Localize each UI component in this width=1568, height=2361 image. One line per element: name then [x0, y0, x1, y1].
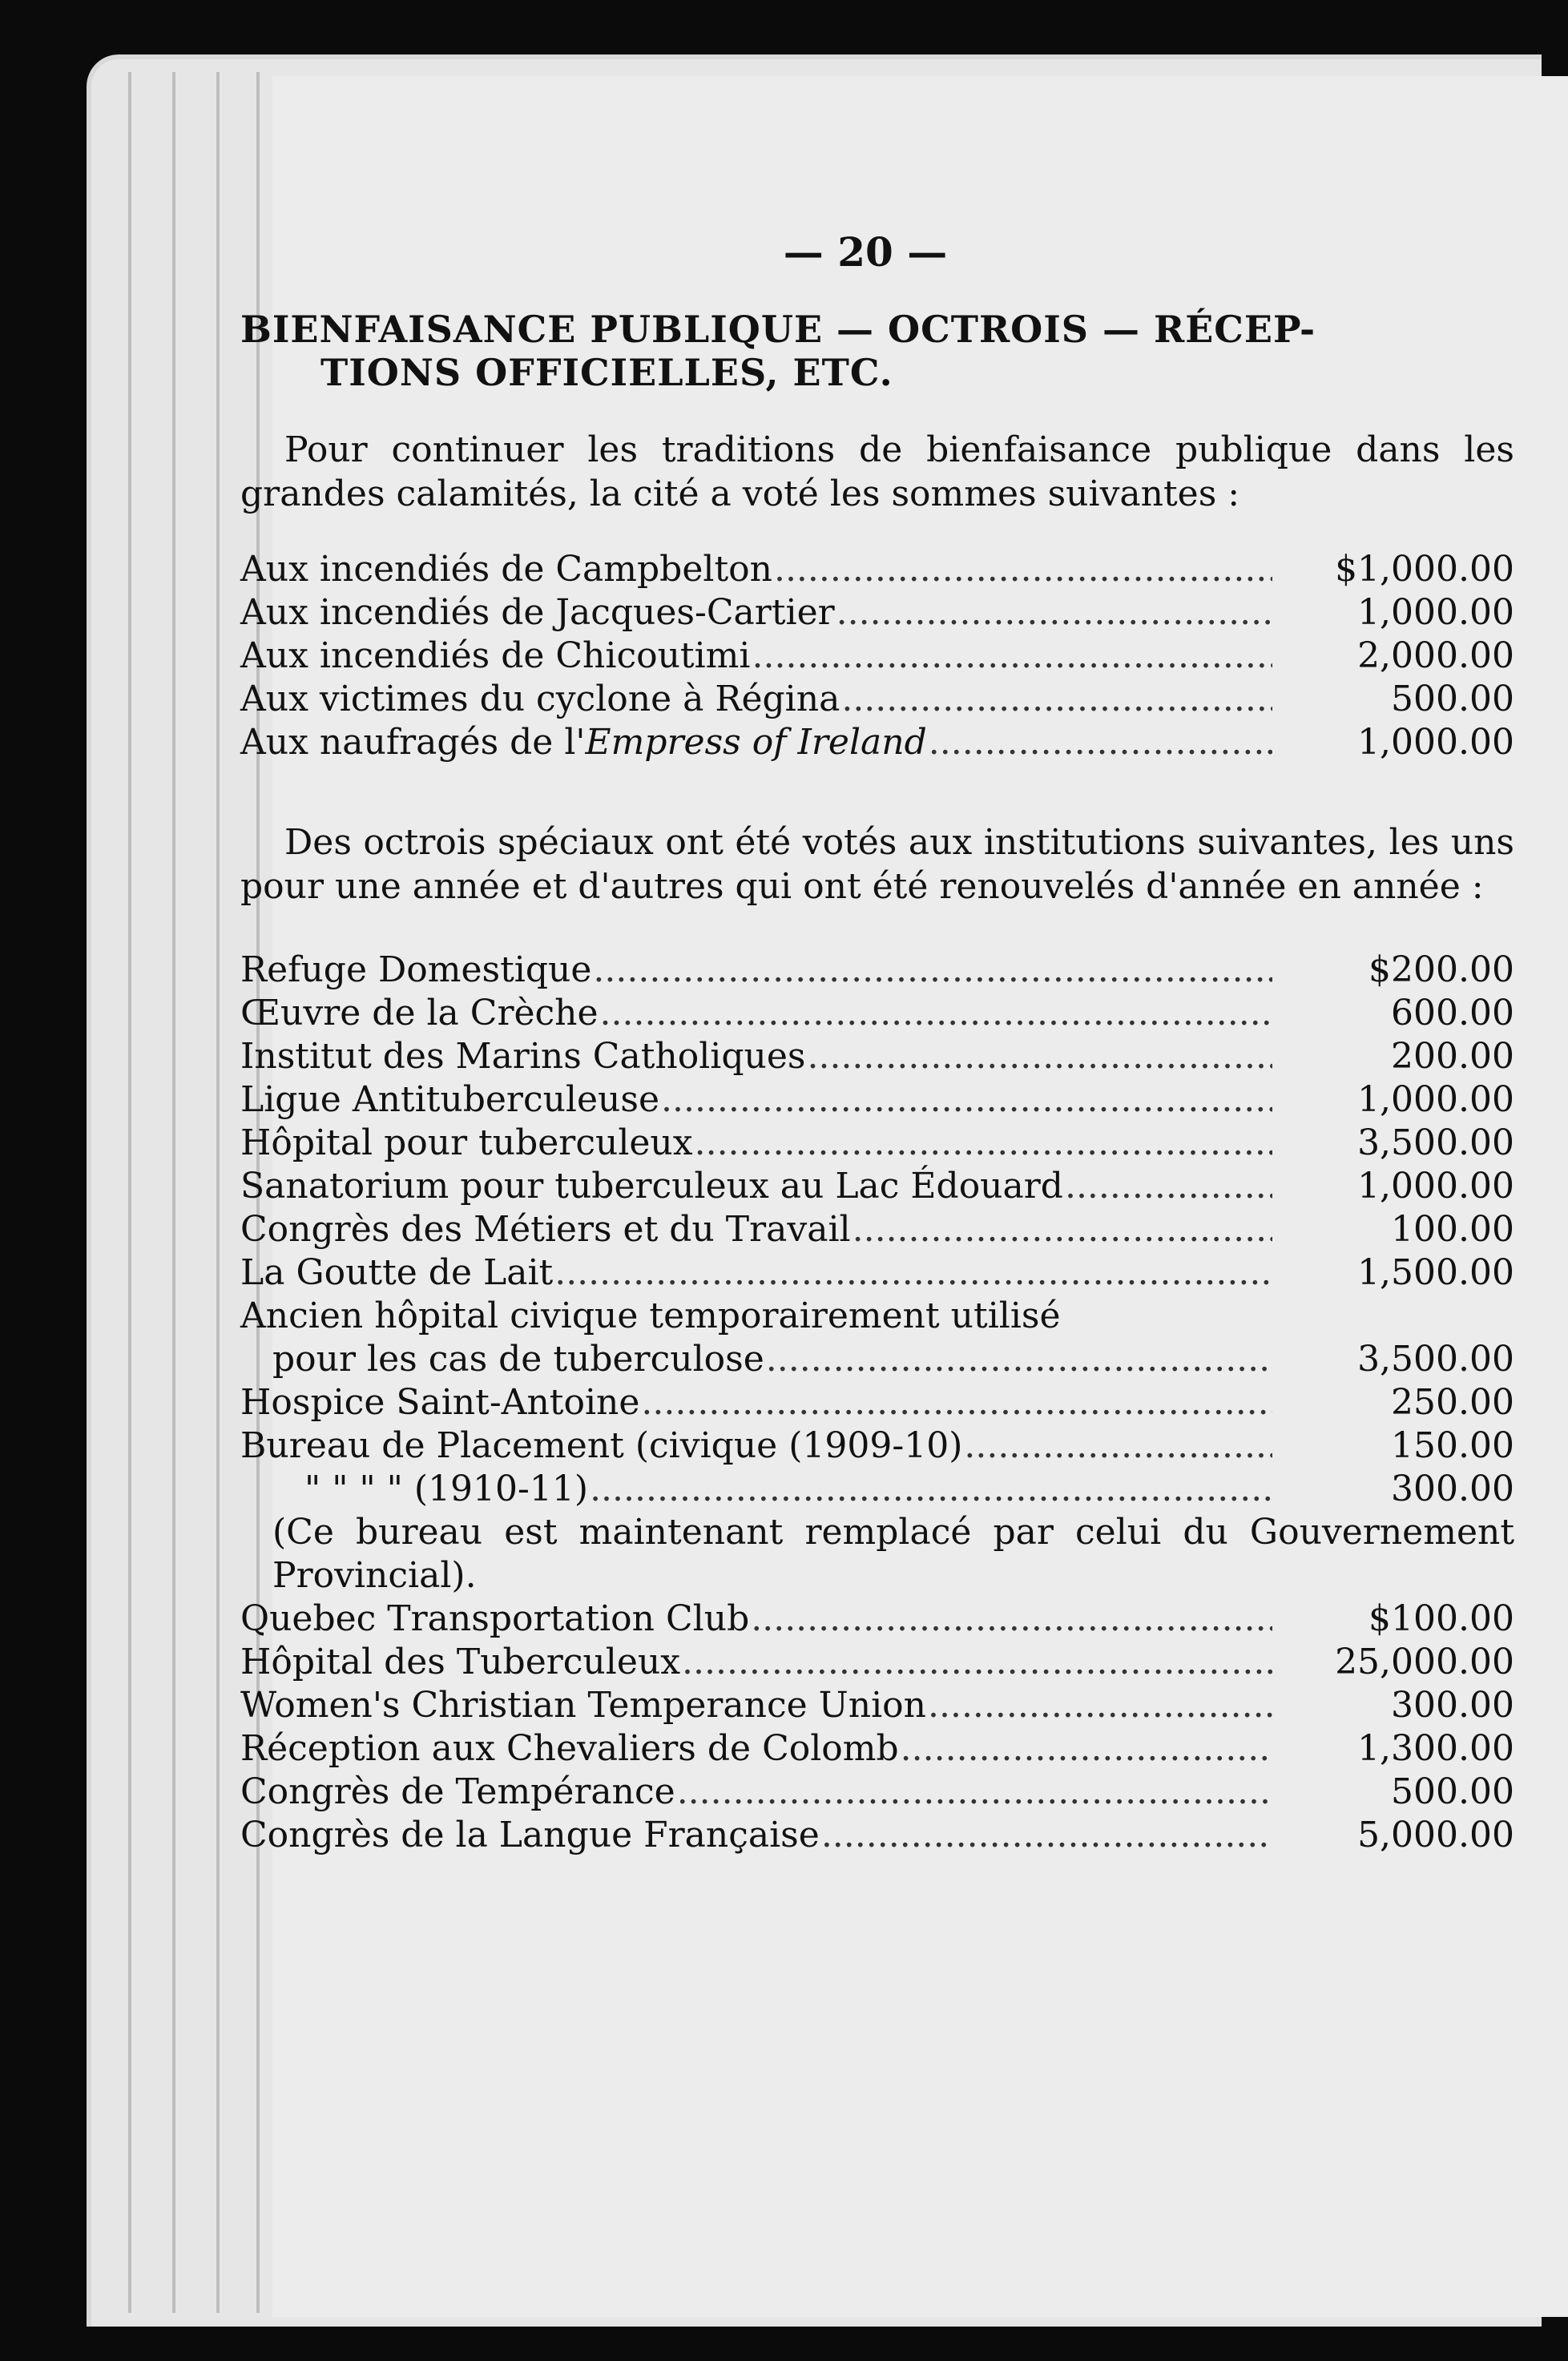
- list-item: [240, 1598, 1514, 1641]
- item-label: Aux incendiés de Chicoutimi: [240, 635, 751, 676]
- leader-dots: [593, 949, 1272, 992]
- list-item: [240, 949, 1514, 992]
- item-label: La Goutte de Lait: [240, 1252, 554, 1293]
- leader-dots: [600, 992, 1272, 1035]
- bureau-row: Bureau de Placement (civique (1909-10) ..... 150.00: [240, 1424, 1514, 1468]
- leader-dots: [928, 1684, 1272, 1727]
- item-label: Congrès de Tempérance: [240, 1771, 675, 1812]
- leader-dots: [661, 1078, 1272, 1122]
- list-item: [240, 1208, 1514, 1251]
- item-label: Œuvre de la Crèche: [240, 993, 599, 1033]
- leader-dots: [677, 1771, 1272, 1814]
- page-content: [240, 228, 1514, 1857]
- item-label: Congrès de la Langue Française: [240, 1815, 820, 1855]
- item-label: Aux naufragés de l': [240, 722, 586, 763]
- item-label: Réception aux Chevaliers de Colomb: [240, 1728, 899, 1769]
- list-item: [240, 1727, 1514, 1771]
- intro-paragraph: Pour continuer les traditions de bienfaisance publique dans les grandes calamités, la cité a voté les sommes suivantes :: [240, 429, 1514, 514]
- page-edge-line: [216, 72, 220, 2313]
- item-label: Quebec Transportation Club: [240, 1598, 750, 1639]
- item-amount: 1,300.00: [1357, 1728, 1514, 1769]
- item-amount: 600.00: [1391, 993, 1514, 1033]
- item-amount: 100.00: [1391, 1209, 1514, 1250]
- leader-dots: [751, 1598, 1272, 1641]
- leader-dots: [682, 1641, 1272, 1684]
- leader-dots: [821, 1814, 1272, 1857]
- list-item: [240, 1078, 1514, 1122]
- leader-dots: [841, 678, 1272, 721]
- item-amount: 300.00: [1391, 1685, 1514, 1726]
- list-item: [240, 1771, 1514, 1814]
- list-item: [240, 1814, 1514, 1857]
- list-item: [240, 548, 1514, 591]
- item-amount: 2,000.00: [1357, 635, 1514, 676]
- item-amount: 3,500.00: [1357, 1122, 1514, 1163]
- item-label: Aux incendiés de Jacques-Cartier: [240, 592, 835, 633]
- item-label: Hôpital des Tuberculeux: [240, 1642, 681, 1682]
- item-label: Refuge Domestique: [240, 949, 592, 990]
- ancien-hopital-row-2: pour les cas de tuberculose ..... 3,500.00: [240, 1338, 1514, 1381]
- item-label: Ligue Antituberculeuse: [240, 1079, 659, 1120]
- calamities-list: [240, 548, 1514, 764]
- leader-dots: [929, 721, 1272, 764]
- title-line-1: BIENFAISANCE PUBLIQUE — OCTROIS — RÉCEP-: [240, 308, 1316, 351]
- page-edge-line: [128, 72, 131, 2313]
- item-amount: $200.00: [1368, 949, 1514, 990]
- list-item: [240, 591, 1514, 635]
- item-label: Congrès des Métiers et du Travail: [240, 1209, 851, 1250]
- item-amount: 500.00: [1391, 1771, 1514, 1812]
- item-amount: 5,000.00: [1357, 1815, 1514, 1855]
- page-number: — 20 —: [783, 228, 948, 276]
- item-label-italic: Empress of Ireland: [585, 722, 927, 763]
- hospice-row: Hospice Saint-Antoine ..... 250.00: [240, 1381, 1514, 1424]
- leader-dots: [752, 635, 1272, 678]
- item-label: Sanatorium pour tuberculeux au Lac Édouard: [240, 1166, 1063, 1207]
- section-title: [240, 308, 1514, 394]
- list-item: [240, 635, 1514, 678]
- leader-dots: [554, 1251, 1272, 1295]
- item-amount: $100.00: [1368, 1598, 1514, 1639]
- item-label: Hôpital pour tuberculeux: [240, 1122, 693, 1163]
- item-amount: 1,000.00: [1357, 1079, 1514, 1120]
- item-amount: 1,000.00: [1357, 592, 1514, 633]
- page-edge-line: [172, 72, 175, 2313]
- item-label: Aux victimes du cyclone à Régina: [240, 679, 840, 719]
- title-line-2: TIONS OFFICIELLES, ETC.: [320, 351, 893, 394]
- list-item: [240, 1251, 1514, 1295]
- item-amount: 1,000.00: [1357, 722, 1514, 763]
- list-item: [240, 1035, 1514, 1078]
- item-amount: 1,500.00: [1357, 1252, 1514, 1293]
- grants-paragraph: Des octrois spéciaux ont été votés aux institutions suivantes, les uns pour une année et d'autres qui ont été renouvelés d'année en année :: [240, 822, 1514, 907]
- list-item: [240, 1122, 1514, 1165]
- institutions-list: [240, 949, 1514, 1295]
- item-amount: 1,000.00: [1357, 1166, 1514, 1207]
- item-label: Institut des Marins Catholiques: [240, 1036, 806, 1077]
- item-label: Women's Christian Temperance Union: [240, 1685, 926, 1726]
- item-amount: 200.00: [1391, 1036, 1514, 1077]
- bureau-repeat-row: " " " " (1910-11) ..... 300.00: [240, 1468, 1514, 1511]
- leader-dots: [836, 591, 1272, 635]
- leader-dots: [853, 1208, 1272, 1251]
- list-item: [240, 721, 1514, 764]
- list-item: [240, 992, 1514, 1035]
- list-item: [240, 1165, 1514, 1208]
- leader-dots: [901, 1727, 1272, 1771]
- leader-dots: [807, 1035, 1272, 1078]
- leader-dots: [774, 548, 1272, 591]
- list-item: [240, 678, 1514, 721]
- ancien-hopital-row-1: Ancien hôpital civique temporairement utilisé: [240, 1295, 1061, 1336]
- bureau-note: (Ce bureau est maintenant remplacé par celui du Gouvernement Provincial).: [272, 1512, 1514, 1596]
- item-amount: 500.00: [1391, 679, 1514, 719]
- institutions-list-b: [240, 1598, 1514, 1857]
- leader-dots: [1065, 1165, 1272, 1208]
- list-item: [240, 1684, 1514, 1727]
- item-amount: 25,000.00: [1335, 1642, 1514, 1682]
- leader-dots: [695, 1122, 1272, 1165]
- item-amount: $1,000.00: [1335, 549, 1514, 590]
- item-label: Aux incendiés de Campbelton: [240, 549, 772, 590]
- list-item: [240, 1641, 1514, 1684]
